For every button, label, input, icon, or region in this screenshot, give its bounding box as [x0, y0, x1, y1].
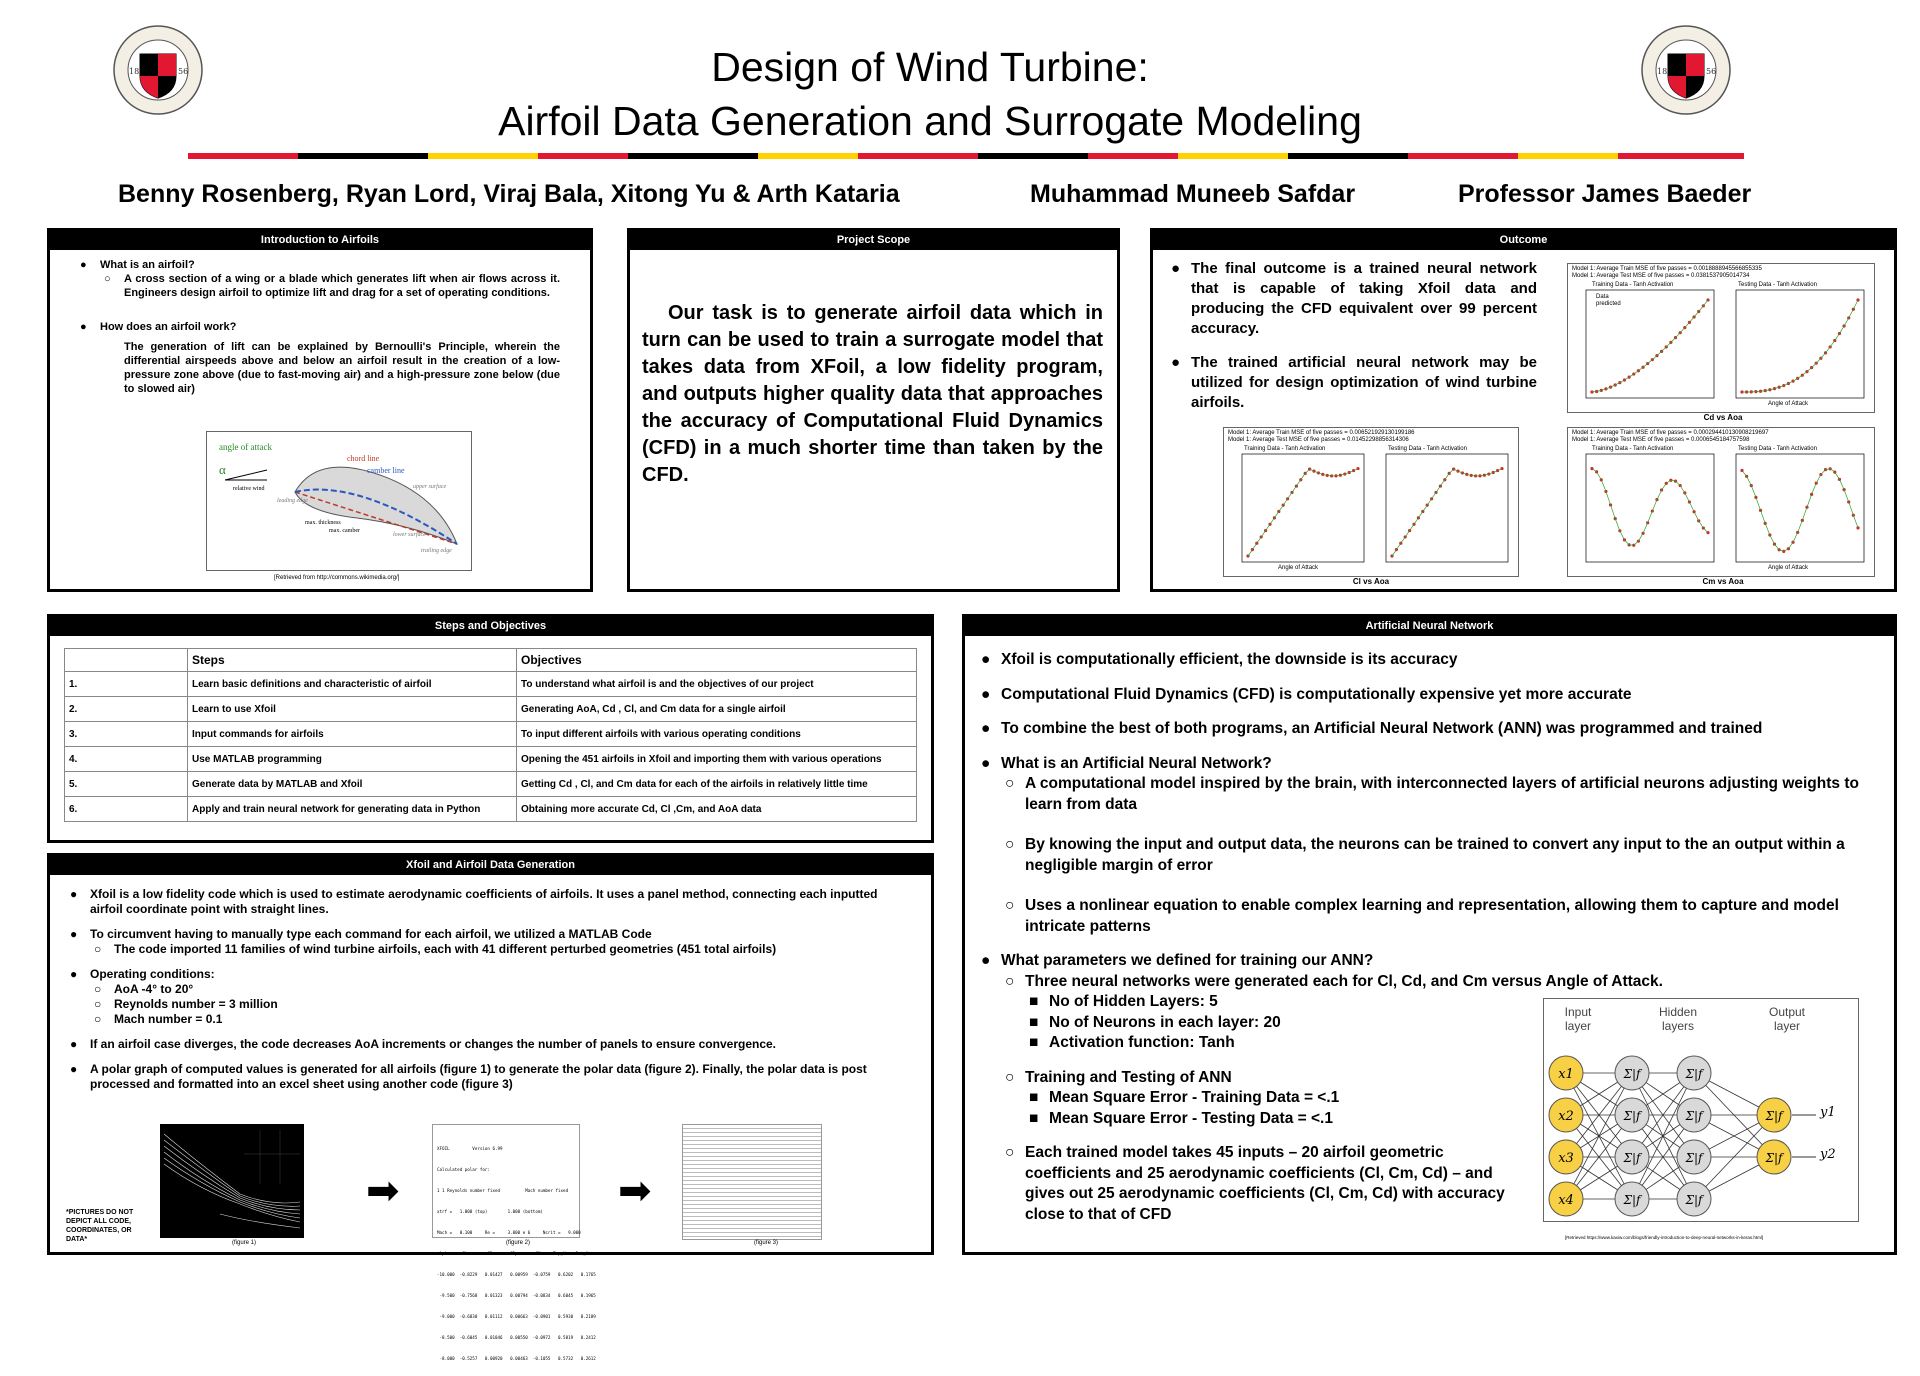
intro-answer-2: The generation of lift can be explained by Bernoulli's Principle, wherein the differential airspeeds above and below an airfoil result in the creation of a low-pressure zone above (due to fast-moving air) and a high-pressure zone below (due to slowed air) — [124, 341, 560, 395]
predicted-line — [1248, 469, 1358, 556]
nn-neuron-label: Σ|f — [1685, 1193, 1703, 1207]
ann-point-5a3: ■ Activation function: Tanh — [1025, 1033, 1880, 1054]
ann-point-5a: ○ Three neural networks were generated each for Cl, Cd, and Cm versus Angle of Attack. — [1001, 972, 1880, 993]
nn-output-y2: y2 — [1820, 1147, 1836, 1162]
cd-caption: Cd vs Aoa — [1703, 413, 1743, 422]
nn-neuron-label: Σ|f — [1765, 1109, 1783, 1123]
ann-point-4: ● What is an Artificial Neural Network? — [975, 754, 1880, 775]
ann-point-5c: ○ Each trained model takes 45 inputs – 20 airfoil geometric coefficients and 25 aerodynamic coefficients (Cl, Cm, Cd) – and gives out 25 aerodynamic coefficients (Cl, Cm, Cd) with accuracy close to that of CFD — [1001, 1143, 1521, 1225]
maryland-flag-stripe — [188, 153, 1744, 159]
ann-point-5a1: ■ No of Hidden Layers: 5 — [1025, 992, 1880, 1013]
label-lower-surface: lower surface — [393, 532, 426, 538]
row-step: Generate data by MATLAB and Xfoil — [188, 772, 517, 797]
data-point — [1500, 467, 1503, 470]
cm-mse-train: Model 1: Average Train MSE of five passes = 0.000294410130908219697 — [1572, 430, 1769, 436]
ann-point-3: ● To combine the best of both programs, an Artificial Neural Network (ANN) was programmed and trained — [975, 719, 1880, 740]
cm-plots — [1568, 428, 1874, 576]
arrow-icon: ➡ — [618, 1169, 652, 1213]
cd-mse-train: Model 1: Average Train MSE of five passes = 0.0018888945566855335 — [1572, 266, 1762, 272]
label-max-camber: max. camber — [329, 528, 360, 534]
cl-xlabel: Angle of Attack — [1278, 565, 1319, 571]
polar-header: XFOIL Version 6.99 — [437, 1146, 503, 1151]
nn-neuron-label: Σ|f — [1685, 1109, 1703, 1123]
row-step: Use MATLAB programming — [188, 747, 517, 772]
cd-plots — [1568, 264, 1874, 412]
cl-chart — [1223, 427, 1519, 577]
title-line-1: Design of Wind Turbine: — [711, 44, 1149, 90]
polar-row: -9.500 -0.7568 0.01323 0.00794 -0.0834 0.6045 0.1965 — [437, 1293, 596, 1298]
polar-line-3: 1 1 Reynolds number fixed Mach number fixed — [437, 1188, 569, 1193]
label-leading-edge: leading edge — [277, 498, 308, 504]
svg-text:18: 18 — [1657, 67, 1668, 76]
nn-neuron-label: Σ|f — [1623, 1109, 1641, 1123]
xfoil-point-2a: ○ The code imported 11 families of wind turbine airfoils, each with 41 different perturbed geometries (451 total airfoils) — [90, 942, 911, 957]
nn-graph — [1544, 999, 1858, 1221]
authors-students: Benny Rosenberg, Ryan Lord, Viraj Bala, Xitong Yu & Arth Kataria — [118, 180, 900, 208]
umd-seal-right — [1640, 24, 1732, 116]
ann-point-5: ● What parameters we defined for training our ANN? — [975, 951, 1880, 972]
svg-text:56: 56 — [178, 67, 189, 76]
scope-panel — [627, 228, 1120, 592]
data-point — [1356, 467, 1359, 470]
polar-row: -8.500 -0.6045 0.01046 0.00550 -0.0972 0.5819 0.2412 — [437, 1335, 596, 1340]
row-number: 5. — [65, 772, 188, 797]
label-chord-line: chord line — [347, 454, 380, 463]
cl-mse-test: Model 1: Average Test MSE of five passes = 0.01452298856314306 — [1228, 437, 1409, 443]
scope-heading: Project Scope — [630, 231, 1117, 250]
cm-train-title: Training Data - Tanh Activation — [1592, 446, 1674, 452]
polar-line-2: Calculated polar for: — [437, 1167, 490, 1172]
steps-table — [64, 648, 917, 822]
intro-credit: [Retrieved from http://commons.wikimedia.org/] — [274, 575, 400, 581]
xfoil-point-5: ● A polar graph of computed values is generated for all airfoils (figure 1) to generate the polar data (figure 2). Finally, the polar data is post processed and formatted into an excel sheet using another code (figure 3) — [64, 1062, 911, 1092]
row-number: 4. — [65, 747, 188, 772]
row-number: 6. — [65, 797, 188, 822]
svg-text:56: 56 — [1706, 67, 1717, 76]
airfoil-diagram — [206, 431, 472, 571]
xfoil-point-3a: ○ AoA -4° to 20° — [90, 982, 911, 997]
polar-row: -8.000 -0.5257 0.00920 0.00463 -0.1055 0.5732 0.2612 — [437, 1356, 596, 1361]
figure-2-caption: (figure 2) — [506, 1240, 531, 1246]
label-relative-wind: relative wind — [233, 486, 265, 492]
row-number: 1. — [65, 672, 188, 697]
row-number: 2. — [65, 697, 188, 722]
nn-input-label: x1 — [1558, 1067, 1574, 1082]
cm-chart — [1567, 427, 1875, 577]
row-step: Learn to use Xfoil — [188, 697, 517, 722]
cm-xlabel: Angle of Attack — [1768, 565, 1809, 571]
nn-input-label: x4 — [1558, 1193, 1574, 1208]
xfoil-note: *PICTURES DO NOT DEPICT ALL CODE, COORDINATES, OR DATA* — [66, 1209, 134, 1243]
arrow-icon: ➡ — [366, 1169, 400, 1213]
steps-panel — [47, 614, 934, 843]
polar-line-4: xtrf = 1.000 (top) 1.000 (bottom) — [437, 1209, 543, 1214]
label-camber-line: camber line — [367, 466, 405, 475]
table-row — [65, 797, 917, 822]
xfoil-panel — [47, 853, 934, 1361]
figure-1-polar-graph — [160, 1124, 304, 1238]
ann-panel — [962, 614, 1897, 1255]
predicted-line — [1592, 469, 1708, 546]
ann-point-4a: ○ A computational model inspired by the brain, with interconnected layers of artificial neurons adjusting weights to learn from data — [1001, 774, 1880, 815]
xfoil-point-3c: ○ Mach number = 0.1 — [90, 1012, 911, 1027]
xfoil-point-3: ● Operating conditions: — [64, 967, 911, 982]
cm-mse-test: Model 1: Average Test MSE of five passes = 0.0006545184757598 — [1572, 437, 1750, 443]
cd-xlabel: Angle of Attack — [1768, 401, 1809, 407]
nn-output-y1: y1 — [1820, 1105, 1836, 1120]
intro-answer-1: ○ A cross section of a wing or a blade which generates lift when air flows across it. Engineers design airfoil to optimize lift and drag for a set of operating conditions. — [100, 272, 560, 300]
polar-curves — [160, 1124, 304, 1238]
ann-point-5b: ○ Training and Testing of ANN — [1001, 1068, 1880, 1089]
col-objectives: Objectives — [517, 649, 917, 672]
row-objective: Generating AoA, Cd , Cl, and Cm data for a single airfoil — [517, 697, 917, 722]
row-objective: Opening the 451 airfoils in Xfoil and importing them with various operations — [517, 747, 917, 772]
author-professor: Professor James Baeder — [1458, 180, 1752, 208]
data-point — [1856, 526, 1859, 529]
row-step: Input commands for airfoils — [188, 722, 517, 747]
ann-point-1: ● Xfoil is computationally efficient, the downside is its accuracy — [975, 650, 1880, 671]
neural-network-diagram — [1543, 998, 1859, 1222]
cd-train-title: Training Data - Tanh Activation — [1592, 282, 1674, 288]
nn-input-label: x2 — [1558, 1109, 1574, 1124]
polar-row: -9.000 -0.6830 0.01112 0.00663 -0.0901 0.5930 0.2189 — [437, 1314, 596, 1319]
nn-input-label: x3 — [1558, 1151, 1574, 1166]
table-row — [65, 772, 917, 797]
cl-caption: Cl vs Aoa — [1352, 577, 1390, 586]
label-alpha: α — [219, 462, 226, 477]
row-objective: To input different airfoils with various operating conditions — [517, 722, 917, 747]
nn-neuron-label: Σ|f — [1623, 1193, 1641, 1207]
ann-point-5b2: ■ Mean Square Error - Testing Data = <.1 — [1025, 1109, 1880, 1130]
row-step: Apply and train neural network for generating data in Python — [188, 797, 517, 822]
outcome-point-2: ● The trained artificial neural network may be utilized for design optimization of wind turbine airfoils. — [1165, 353, 1537, 413]
umd-seal-left — [112, 24, 204, 116]
figure-3-caption: (figure 3) — [754, 1240, 779, 1246]
table-header-row — [65, 649, 917, 672]
label-angle-of-attack: angle of attack — [219, 442, 272, 452]
cd-test-title: Testing Data - Tanh Activation — [1738, 282, 1817, 288]
cd-chart — [1567, 263, 1875, 413]
author-mentor: Muhammad Muneeb Safdar — [1030, 180, 1356, 208]
row-objective: Getting Cd , Cl, and Cm data for each of the airfoils in relatively little time — [517, 772, 917, 797]
row-number: 3. — [65, 722, 188, 747]
nn-neuron-label: Σ|f — [1685, 1151, 1703, 1165]
table-row — [65, 697, 917, 722]
xfoil-heading: Xfoil and Airfoil Data Generation — [50, 856, 931, 875]
nn-neuron-label: Σ|f — [1623, 1151, 1641, 1165]
polar-columns: alpha CL CD CDp CM Top_Xtr Bot_Xtr — [437, 1251, 594, 1256]
row-objective: To understand what airfoil is and the objectives of our project — [517, 672, 917, 697]
poster-title — [400, 40, 1460, 148]
ann-point-4b: ○ By knowing the input and output data, the neurons can be trained to convert any input to the an output within a negligible margin of error — [1001, 835, 1880, 876]
outcome-panel — [1150, 228, 1897, 592]
nn-neuron-label: Σ|f — [1623, 1067, 1641, 1081]
nn-neuron-label: Σ|f — [1765, 1151, 1783, 1165]
intro-question-1: ● What is an airfoil? — [74, 258, 560, 272]
nn-hidden-layers-label: Hidden layers — [1658, 1005, 1698, 1033]
label-trailing-edge: trailing edge — [421, 548, 452, 554]
nn-input-layer-label: Input layer — [1564, 1005, 1592, 1033]
xfoil-point-3b: ○ Reynolds number = 3 million — [90, 997, 911, 1012]
nn-neuron-label: Σ|f — [1685, 1067, 1703, 1081]
predicted-line — [1592, 300, 1708, 392]
cd-legend-pred: predicted — [1596, 301, 1621, 307]
outcome-point-1: ● The final outcome is a trained neural network that is capable of taking Xfoil data and producing the CFD equivalent over 99 percent accuracy. — [1165, 259, 1537, 339]
label-max-thickness: max. thickness — [305, 520, 341, 526]
col-steps: Steps — [188, 649, 517, 672]
cl-mse-train: Model 1: Average Train MSE of five passes = 0.006521929130199186 — [1228, 430, 1415, 436]
cl-plots — [1224, 428, 1518, 576]
polar-line-5: Mach = 0.100 Re = 3.000 e 6 Ncrit = 9.000 — [437, 1230, 581, 1235]
title-line-2: Airfoil Data Generation and Surrogate Modeling — [498, 98, 1362, 144]
figure-3-excel-sheet — [682, 1124, 822, 1240]
xfoil-point-4: ● If an airfoil case diverges, the code decreases AoA increments or changes the number of panels to ensure convergence. — [64, 1037, 911, 1052]
xfoil-point-2: ● To circumvent having to manually type each command for each airfoil, we utilized a MATLAB Code — [64, 927, 911, 942]
row-step: Learn basic definitions and characteristic of airfoil — [188, 672, 517, 697]
cd-legend-data: Data — [1596, 294, 1609, 300]
cl-test-title: Testing Data - Tanh Activation — [1388, 446, 1467, 452]
ann-point-4c: ○ Uses a nonlinear equation to enable complex learning and representation, allowing them to capture and model intricate patterns — [1001, 896, 1880, 937]
svg-text:18: 18 — [129, 67, 140, 76]
ann-point-5a2: ■ No of Neurons in each layer: 20 — [1025, 1013, 1880, 1034]
cm-caption: Cm vs Aoa — [1702, 577, 1744, 586]
ann-point-2: ● Computational Fluid Dynamics (CFD) is computationally expensive yet more accurate — [975, 685, 1880, 706]
table-row — [65, 672, 917, 697]
label-upper-surface: upper surface — [413, 484, 447, 490]
nn-output-layer-label: Output layer — [1768, 1005, 1806, 1033]
ann-point-5b1: ■ Mean Square Error - Training Data = <.1 — [1025, 1088, 1880, 1109]
intro-question-2: ● How does an airfoil work? — [74, 320, 560, 334]
outcome-heading: Outcome — [1153, 231, 1894, 250]
xfoil-point-1: ● Xfoil is a low fidelity code which is used to estimate aerodynamic coefficients of airfoils. It uses a panel method, connecting each inputted airfoil coordinate point with straight lines. — [64, 887, 911, 917]
predicted-line — [1742, 300, 1858, 392]
ann-heading: Artificial Neural Network — [965, 617, 1894, 636]
polar-row: -10.000 -0.8229 0.01427 0.00959 -0.0759 0.6202 0.1765 — [437, 1272, 596, 1277]
row-objective: Obtaining more accurate Cd, Cl ,Cm, and AoA data — [517, 797, 917, 822]
table-row — [65, 747, 917, 772]
nn-credit: [Retrieved https://www.kaxiw.com/blogs/friendly-introduction-to-deep-neural-networks-in-keras.html] — [1565, 1235, 1764, 1240]
predicted-line — [1392, 469, 1502, 556]
cm-test-title: Testing Data - Tanh Activation — [1738, 446, 1817, 452]
table-row — [65, 722, 917, 747]
intro-heading: Introduction to Airfoils — [50, 231, 590, 250]
steps-heading: Steps and Objectives — [50, 617, 931, 636]
intro-panel — [47, 228, 593, 592]
figure-1-caption: (figure 1) — [232, 1240, 257, 1246]
cl-train-title: Training Data - Tanh Activation — [1244, 446, 1326, 452]
cd-mse-test: Model 1: Average Test MSE of five passes = 0.0381537905014734 — [1572, 273, 1750, 279]
scope-text: Our task is to generate airfoil data which in turn can be used to train a surrogate model that takes data from XFoil, a low fidelity program, and outputs higher quality data that approaches the accuracy of Computational Fluid Dynamics (CFD) in a much shorter time than taken by the CFD. — [642, 302, 1103, 486]
